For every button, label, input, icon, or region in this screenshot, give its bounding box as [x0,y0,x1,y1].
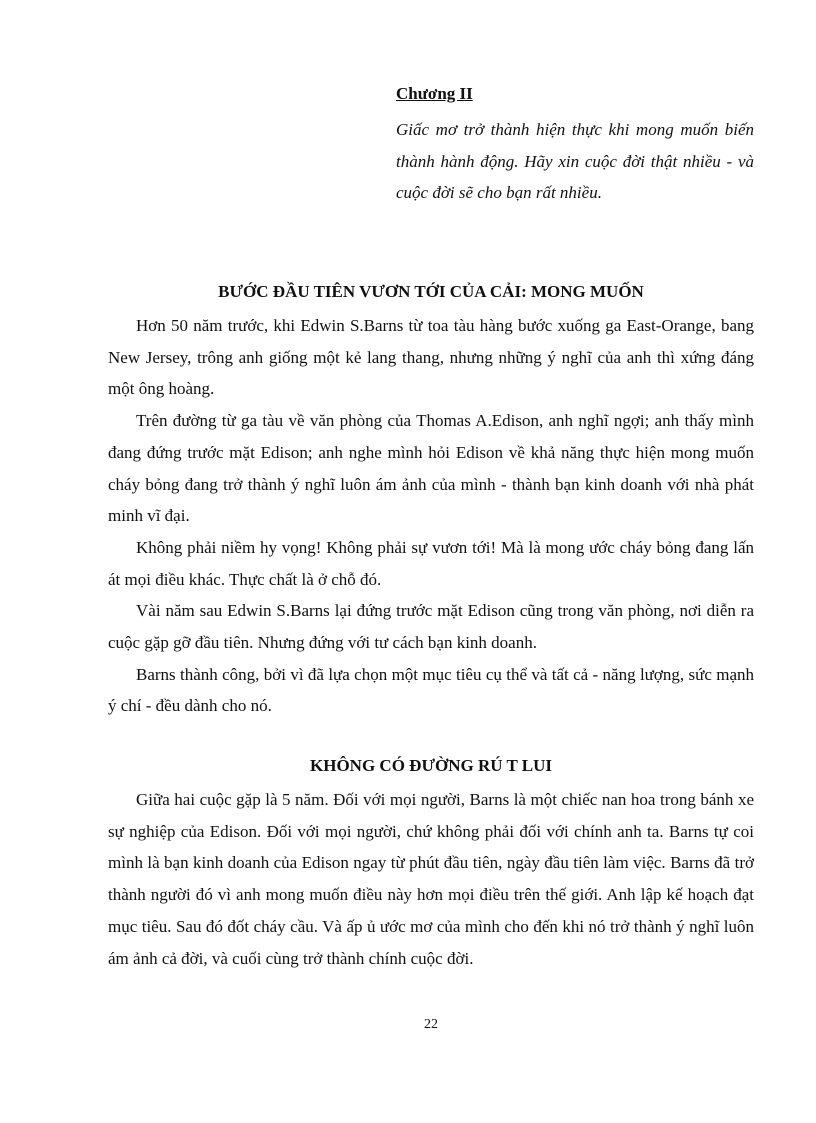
section-body [108,310,754,722]
paragraph: Barns thành công, bởi vì đã lựa chọn một mục tiêu cụ thể và tất cả - năng lượng, sức mạnh ý chí - đều dành cho nó. [108,664,754,716]
paragraph: Giữa hai cuộc gặp là 5 năm. Đối với mọi người, Barns là một chiếc nan hoa trong bánh xe sự nghiệp của Edison. Đối với mọi người, chứ không phải đối với chính anh ta. Barns tự coi mình là bạn kinh doanh của Edison ngay từ phút đầu tiên, ngày đầu tiên làm việc. Barns đã trở thành người đó vì anh mong muốn điều này hơn mọi điều trên thế giới. Anh lập kế hoạch đạt mục tiêu. Sau đó đốt cháy cầu. Và ấp ủ ước mơ của mình cho đến khi nó trở thành ý nghĩ luôn ám ảnh cả đời, và cuối cùng trở thành chính cuộc đời. [108,790,754,968]
section-heading: KHÔNG CÓ ĐƯỜNG RÚ T LUI [310,756,552,775]
page-number: 22 [424,1017,438,1032]
paragraph: Hơn 50 năm trước, khi Edwin S.Barns từ toa tàu hàng bước xuống ga East-Orange, bang New Jersey, trông anh giống một kẻ lang thang, nhưng những ý nghĩ của anh thì xứng đáng một ông hoàng. [108,316,754,399]
paragraph: Vài năm sau Edwin S.Barns lại đứng trước mặt Edison cũng trong văn phòng, nơi diễn ra cuộc gặp gỡ đầu tiên. Nhưng đứng với tư cách bạn kinh doanh. [108,601,754,653]
chapter-title: Chương II [396,84,473,103]
paragraph: Trên đường từ ga tàu về văn phòng của Thomas A.Edison, anh nghĩ ngợi; anh thấy mình đang đứng trước mặt Edison; anh nghe mình hỏi Edison về khả năng thực hiện mong muốn cháy bỏng đang trở thành ý nghĩ luôn ám ảnh của mình - thành bạn kinh doanh với nhà phát minh vĩ đại. [108,411,754,526]
section-body [108,784,754,974]
section-heading: BƯỚC ĐẦU TIÊN VƯƠN TỚI CỦA CẢI: MONG MUỐN [218,282,644,301]
paragraph: Không phải niềm hy vọng! Không phải sự vươn tới! Mà là mong ước cháy bỏng đang lấn át mọi điều khác. Thực chất là ở chỗ đó. [108,537,754,589]
chapter-epigraph: Giấc mơ trở thành hiện thực khi mong muốn biến thành hành động. Hãy xin cuộc đời thật nhiều - và cuộc đời sẽ cho bạn rất nhiều. [396,120,754,202]
